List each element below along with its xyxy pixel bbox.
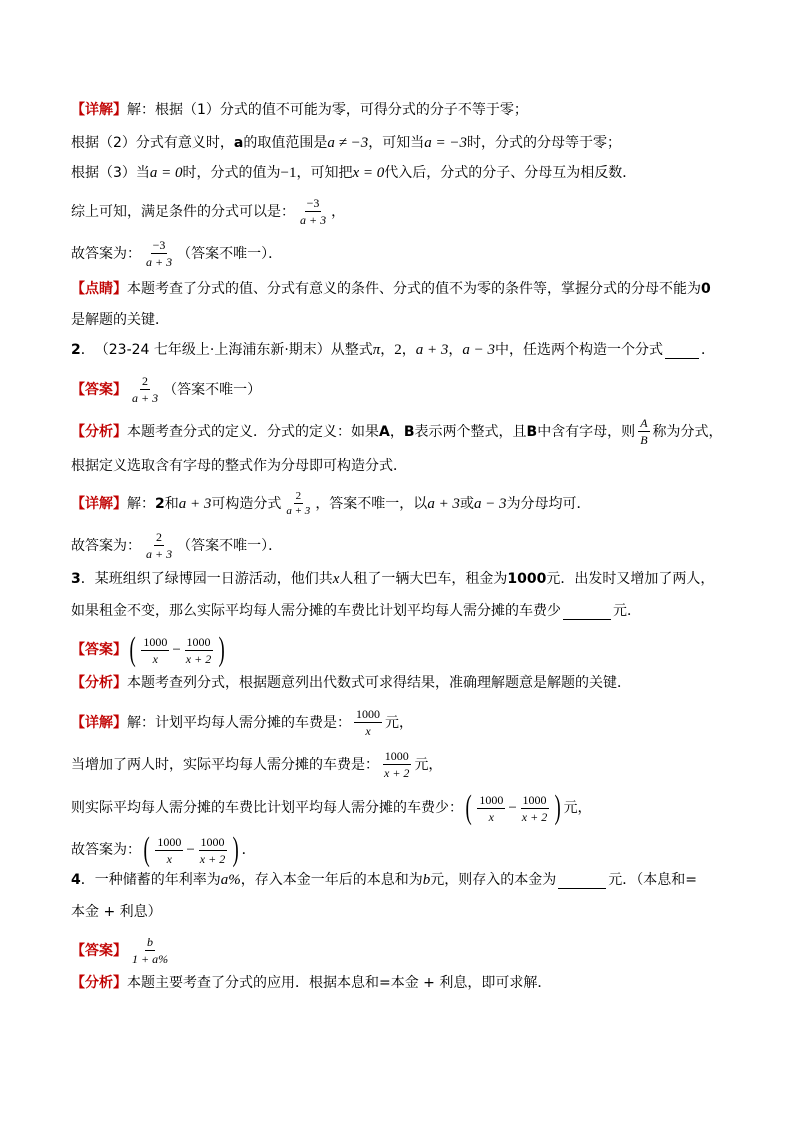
text: ．	[701, 342, 716, 358]
fraction	[144, 238, 174, 269]
expr: a + 3	[415, 342, 449, 358]
text: 2	[155, 495, 165, 512]
numerator: 1000	[384, 749, 409, 763]
numerator: 1000	[186, 634, 211, 649]
text: 时，分式的值为	[182, 165, 281, 181]
q2-final	[71, 530, 282, 561]
paren-expression: ( $\frac{1000}{x}$ − $\frac{1000}{x + 2}$ )	[143, 831, 240, 868]
text: ，	[331, 203, 346, 220]
answer-blank	[558, 872, 606, 889]
denominator: a + 3	[146, 547, 173, 561]
text: 故答案为：	[71, 842, 141, 858]
numerator: 1000	[157, 834, 182, 849]
text: 本题考查了分式的值、分式有意义的条件、分式的值不为零的条件等，掌握分式的分母不能为	[127, 281, 701, 297]
text: ．某班组织了绿博园一日游活动，他们共	[80, 571, 333, 587]
text: 元，则存入的本金为	[430, 872, 557, 888]
expr: a ≠ −3	[327, 135, 369, 151]
expr: a + 3	[427, 495, 460, 512]
numerator: 1000	[522, 792, 547, 807]
answer-tag: 【答案】	[71, 381, 127, 398]
text: 代入后，分式的分子、分母互为相反数．	[384, 165, 637, 181]
numerator: b	[147, 935, 154, 949]
text: ．一种储蓄的年利率为	[80, 872, 221, 888]
paren-expression: ( $\frac{1000}{x}$ − $\frac{1000}{x + 2}$ )	[129, 631, 226, 668]
detail-tag: 【详解】	[71, 495, 127, 512]
denominator: a + 3	[300, 213, 327, 227]
fraction	[520, 793, 549, 824]
expr: x = 0	[352, 165, 385, 181]
denominator: a + 3	[286, 505, 311, 517]
text: （答案不唯一）．	[177, 245, 283, 262]
text: B	[526, 423, 538, 440]
denominator: x + 2	[384, 766, 410, 780]
text: ，	[380, 342, 395, 358]
text: B	[403, 423, 415, 440]
text: 元．出发时又增加了两人，	[546, 571, 715, 587]
q4-answer	[71, 935, 173, 966]
answer-blank	[665, 342, 699, 359]
text: （答案不唯一）．	[177, 537, 283, 554]
detail-line-3	[71, 162, 636, 184]
expr: a = −3	[424, 135, 467, 151]
text: 如果租金不变，那么实际平均每人需分摊的车费比计划平均每人需分摊的车费少	[71, 603, 561, 619]
detail-tag: 【详解】	[71, 714, 127, 731]
analysis-tag: 【分析】	[71, 975, 127, 991]
question-4-line-1	[71, 869, 697, 891]
text: 元，	[563, 800, 592, 816]
text: ．	[241, 842, 256, 858]
fraction	[382, 749, 411, 780]
text: 0	[701, 281, 711, 297]
text: 元．	[613, 603, 641, 619]
text: 是解题的关键．	[71, 312, 169, 328]
fraction	[198, 835, 227, 866]
text: 本金 + 利息）	[71, 904, 162, 920]
comment-line-2	[71, 309, 169, 331]
denominator: B	[640, 433, 648, 447]
fraction	[130, 935, 170, 966]
text: ，可知当	[368, 135, 425, 151]
numerator: 1000	[479, 792, 504, 807]
question-2	[71, 339, 715, 361]
analysis-tag: 【分析】	[71, 675, 127, 691]
question-number: 2	[71, 342, 81, 358]
q2-answer	[71, 374, 261, 405]
fraction	[184, 635, 213, 666]
fraction	[155, 835, 183, 866]
numerator: A	[640, 416, 648, 430]
question-4-line-2	[71, 901, 162, 923]
question-number: 3	[71, 571, 81, 587]
denominator: x	[488, 809, 494, 824]
detail-line-2	[71, 132, 621, 154]
text: 故答案为：	[71, 537, 141, 554]
text: ，可知把	[296, 165, 353, 181]
text: ，答案不唯一，以	[315, 495, 428, 512]
text: 综上可知，满足条件的分式可以是：	[71, 203, 295, 220]
text: 中，任选两个构造一个分式	[495, 342, 664, 358]
numerator: −3	[306, 196, 320, 210]
detail-line-5	[71, 238, 282, 269]
q4-analysis	[71, 972, 551, 994]
denominator: x	[166, 851, 172, 866]
denominator: x + 2	[521, 809, 548, 824]
text: 解：	[127, 495, 155, 512]
q3-final	[71, 833, 256, 867]
numerator: 1000	[200, 834, 225, 849]
numerator: 2	[295, 490, 302, 502]
text: 1000	[507, 571, 547, 587]
denominator: a + 3	[132, 391, 159, 405]
text: 中含有字母，则	[537, 423, 636, 440]
question-number: 4	[71, 872, 81, 888]
text: （答案不唯一）	[163, 381, 262, 398]
text: 时，分式的分母等于零；	[466, 135, 621, 151]
text: 根据（3）当	[71, 165, 150, 181]
numerator: 2	[142, 374, 149, 388]
minus-sign: −	[186, 842, 195, 858]
minus-sign: −	[508, 800, 517, 816]
detail-line-1	[71, 99, 528, 121]
expr: a = 0	[149, 165, 183, 181]
expr: a%	[220, 872, 241, 888]
text: 当增加了两人时，实际平均每人需分摊的车费是：	[71, 756, 379, 773]
minus-sign: −	[172, 642, 181, 658]
text: ，	[448, 342, 463, 358]
text: a	[233, 135, 244, 151]
detail-line-4	[71, 196, 345, 227]
expr: b	[422, 872, 431, 888]
numerator: 2	[156, 530, 163, 544]
text: 和	[164, 495, 179, 512]
analysis-tag: 【分析】	[71, 423, 127, 440]
q3-detail-3	[71, 791, 592, 825]
text: 人租了一辆大巴车，租金为	[339, 571, 508, 587]
text: （23-24 七年级上·上海浦东新·期末）从整式	[94, 342, 373, 358]
comment-tag: 【点睛】	[71, 281, 127, 297]
q2-analysis-2	[71, 455, 407, 477]
numerator: −3	[152, 238, 166, 252]
text: 本题主要考查了分式的应用．根据本息和=本金 + 利息，即可求解．	[127, 975, 552, 991]
expr: 2	[394, 342, 402, 358]
numerator: 1000	[143, 634, 168, 649]
denominator: x	[365, 724, 371, 738]
text: 故答案为：	[71, 245, 141, 262]
text: ，	[389, 423, 404, 440]
fraction	[638, 416, 649, 447]
fraction	[477, 793, 505, 824]
answer-tag: 【答案】	[71, 942, 127, 959]
text: 本题考查列分式，根据题意列出代数式可求得结果，准确理解题意是解题的关键．	[127, 675, 631, 691]
denominator: 1 + a%	[132, 952, 169, 966]
text: 本题考查分式的定义．分式的定义：如果	[127, 423, 379, 440]
detail-tag: 【详解】	[71, 102, 127, 118]
text: 元，	[385, 714, 413, 731]
answer-blank	[563, 603, 611, 620]
text: 为分母均可．	[506, 495, 591, 512]
text: 元．（本息和=	[608, 872, 697, 888]
denominator: x	[152, 651, 158, 666]
q3-detail-2	[71, 749, 442, 780]
text: 或	[459, 495, 474, 512]
text: 则实际平均每人需分摊的车费比计划平均每人需分摊的车费少：	[71, 800, 463, 816]
text: 解：根据（1）分式的值不可能为零，可得分式的分子不等于零；	[127, 102, 528, 118]
fraction	[298, 196, 328, 227]
comment-line-1	[71, 278, 711, 300]
text: 根据定义选取含有字母的整式作为分母即可构造分式．	[71, 458, 407, 474]
fraction	[144, 530, 174, 561]
text: ，存入本金一年后的本息和为	[240, 872, 423, 888]
text: 根据（2）分式有意义时，	[71, 135, 234, 151]
expr: −1	[280, 165, 297, 181]
text: 元，	[414, 756, 443, 773]
numerator: 1000	[356, 707, 380, 721]
denominator: a + 3	[146, 255, 173, 269]
text: ．	[80, 342, 95, 358]
text: 可构造分式	[211, 495, 282, 512]
denominator: x + 2	[199, 851, 226, 866]
text: A	[379, 423, 390, 440]
expr: a − 3	[462, 342, 496, 358]
expr: a + 3	[178, 495, 212, 512]
expr: x	[332, 571, 340, 587]
text: 表示两个整式，且	[414, 423, 527, 440]
text: 的取值范围是	[243, 135, 328, 151]
q3-detail-1	[71, 707, 413, 738]
fraction	[284, 490, 312, 517]
question-3-line-1	[71, 568, 714, 590]
text: 称为分式，	[652, 423, 723, 440]
q2-analysis-1	[71, 416, 723, 447]
expr: a − 3	[473, 495, 507, 512]
fraction	[130, 374, 160, 405]
expr: π	[372, 342, 381, 358]
fraction	[354, 707, 382, 738]
text: ，	[401, 342, 416, 358]
text: 解：计划平均每人需分摊的车费是：	[127, 714, 351, 731]
fraction	[141, 635, 169, 666]
question-3-line-2	[71, 600, 641, 622]
answer-tag: 【答案】	[71, 642, 127, 658]
q2-detail	[71, 490, 591, 517]
paren-expression: ( $\frac{1000}{x}$ − $\frac{1000}{x + 2}$ )	[465, 789, 562, 826]
denominator: x + 2	[185, 651, 212, 666]
q3-answer	[71, 633, 228, 667]
q3-analysis	[71, 672, 631, 694]
